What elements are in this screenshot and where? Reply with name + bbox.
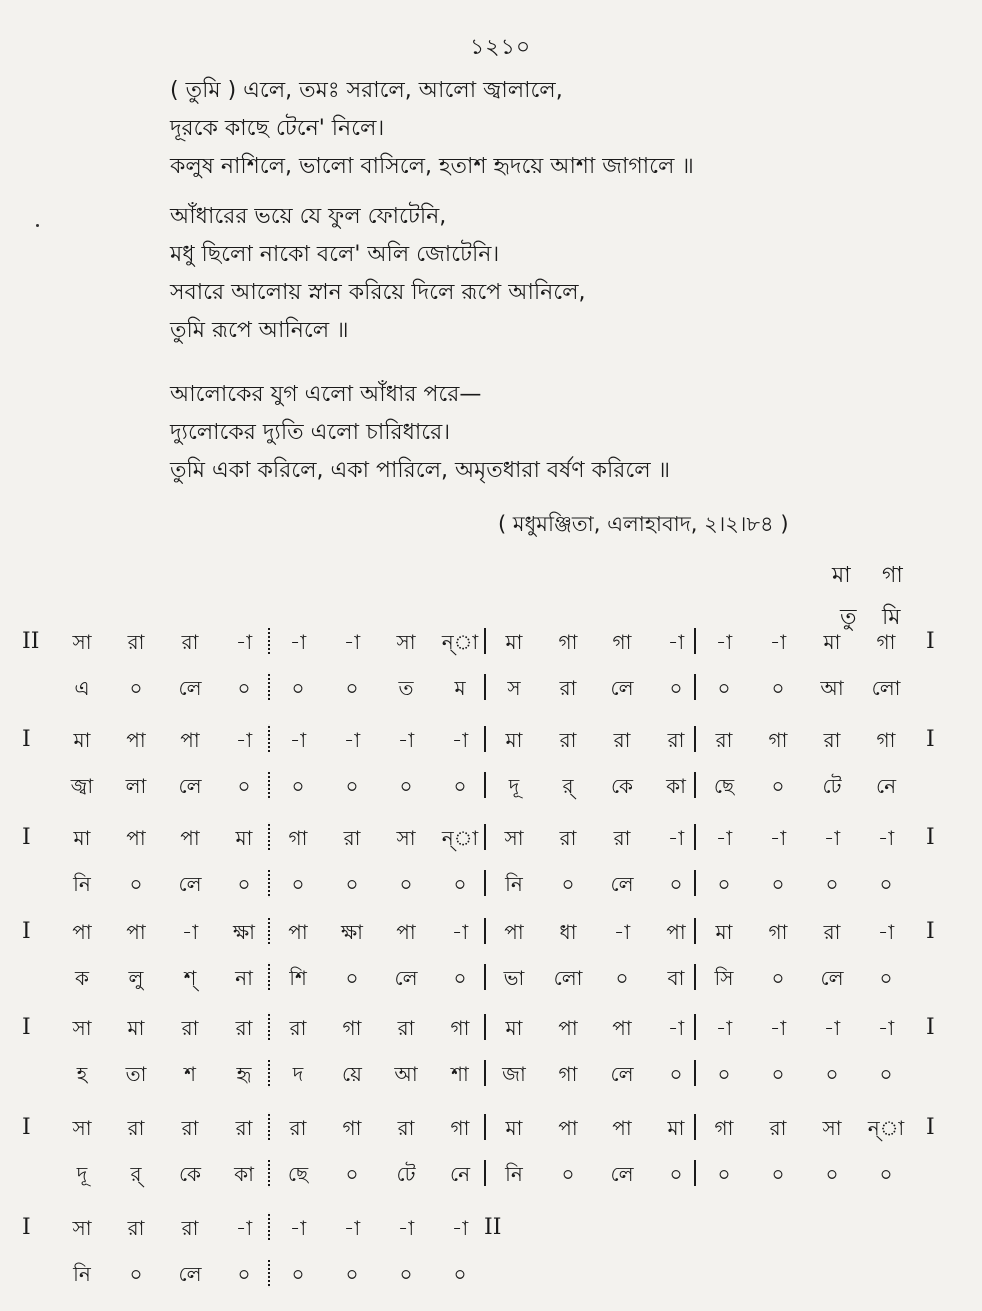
row-end-mark: I <box>926 629 935 654</box>
swara-note: গা <box>876 630 896 654</box>
swara-note: গা <box>450 1116 470 1140</box>
swara-note: গা <box>342 1016 362 1040</box>
lyric-syllable: শ্ <box>183 966 197 990</box>
lyric-syllable: লো <box>553 966 583 990</box>
lyric-syllable: ০ <box>879 872 893 896</box>
lyric-syllable: ০ <box>717 1062 731 1086</box>
lyric-syllable: ০ <box>453 872 467 896</box>
swara-note: ন্‌া <box>441 630 479 654</box>
swara-note: -া <box>769 826 787 850</box>
lyric-syllable: টে <box>822 774 842 798</box>
lyric-syllable: ০ <box>399 774 413 798</box>
lyric-syllable: লে <box>610 676 634 700</box>
row-start-mark: I <box>22 825 31 850</box>
measure-bar <box>694 918 696 944</box>
swara-note: -া <box>823 1016 841 1040</box>
lyric-syllable: ০ <box>771 676 785 700</box>
lyric-syllable: নে <box>449 1162 471 1186</box>
lyric-syllable: এ <box>74 676 90 700</box>
swara-note: রা <box>823 920 841 944</box>
lyric-syllable: ০ <box>825 1162 839 1186</box>
lyric-syllable: লা <box>125 774 147 798</box>
swara-note: পা <box>612 1116 632 1140</box>
swara-note: -া <box>769 630 787 654</box>
swara-note: গা <box>768 728 788 752</box>
swara-note: মা <box>235 826 253 850</box>
swara-note: গা <box>342 1116 362 1140</box>
row-start-mark: I <box>22 727 31 752</box>
swara-note: সা <box>396 826 416 850</box>
swara-note: মা <box>127 1016 145 1040</box>
swara-note: মা <box>73 728 91 752</box>
swara-note: পা <box>558 1016 578 1040</box>
measure-bar <box>694 772 696 798</box>
swara-note: মা <box>667 1116 685 1140</box>
measure-bar <box>694 726 696 752</box>
lyric-syllable: হৃ <box>236 1062 252 1086</box>
swara-note: রা <box>181 1016 199 1040</box>
swara-note: পা <box>126 728 146 752</box>
measure-bar <box>268 674 270 700</box>
swara-note: -া <box>397 728 415 752</box>
lyric-line: দূরকে কাছে টেনে' নিলে। <box>170 116 385 141</box>
lyric-syllable: র্ <box>562 774 574 798</box>
swara-note: পা <box>126 826 146 850</box>
measure-bar <box>484 1114 486 1140</box>
lyric-line: মধু ছিলো নাকো বলে' অলি জোটেনি। <box>170 242 500 267</box>
row-start-mark: I <box>22 1115 31 1140</box>
swara-note: রা <box>127 1116 145 1140</box>
swara-note: রা <box>613 826 631 850</box>
measure-bar <box>268 870 270 896</box>
lyric-syllable: নি <box>73 872 91 896</box>
swara-note: গা <box>558 630 578 654</box>
swara-note: -া <box>343 728 361 752</box>
row-start-mark: I <box>22 1015 31 1040</box>
lyric-syllable: লে <box>178 676 202 700</box>
swara-note: -া <box>823 826 841 850</box>
lyric-syllable: ০ <box>771 966 785 990</box>
swara-note: পা <box>666 920 686 944</box>
lyric-syllable: ক <box>75 966 89 990</box>
swara-note: রা <box>559 826 577 850</box>
lyric-syllable: ০ <box>345 872 359 896</box>
lyric-syllable: ০ <box>825 872 839 896</box>
swara-note: গা <box>876 728 896 752</box>
swara-note: রা <box>181 1216 199 1240</box>
swara-note: মা <box>73 826 91 850</box>
lyric-syllable: ০ <box>561 872 575 896</box>
lyric-syllable: লে <box>178 774 202 798</box>
row-end-mark: I <box>926 825 935 850</box>
notation-lyric-row <box>0 668 982 708</box>
swara-note: রা <box>127 630 145 654</box>
measure-bar <box>694 1160 696 1186</box>
measure-bar <box>268 964 270 990</box>
swara-note: পা <box>288 920 308 944</box>
measure-bar <box>484 824 486 850</box>
lyric-syllable: ছে <box>713 774 735 798</box>
swara-note: রা <box>181 630 199 654</box>
measure-bar <box>694 1014 696 1040</box>
lyric-line: আঁধারের ভয়ে যে ফুল ফোটেনি, <box>170 204 447 229</box>
lyric-syllable: ০ <box>771 872 785 896</box>
swara-note: -া <box>235 630 253 654</box>
swara-note: রা <box>715 728 733 752</box>
swara-note: পা <box>396 920 416 944</box>
notation-lyric-row <box>0 1254 982 1294</box>
swara-note: -া <box>877 826 895 850</box>
lyric-syllable: সি <box>714 966 734 990</box>
lyric-syllable: না <box>235 966 253 990</box>
swara-note: রা <box>769 1116 787 1140</box>
swara-note: পা <box>126 920 146 944</box>
measure-bar <box>268 628 270 654</box>
measure-bar <box>694 870 696 896</box>
measure-bar <box>484 1014 486 1040</box>
lyric-line: আলোকের যুগ এলো আঁধার পরে— <box>170 382 482 407</box>
swara-note: -া <box>715 1016 733 1040</box>
swara-note: -া <box>235 728 253 752</box>
lyric-line: তুমি একা করিলে, একা পারিলে, অমৃতধারা বর্ষণ করিলে ॥ <box>170 458 671 483</box>
lyric-syllable: ০ <box>453 966 467 990</box>
swara-note: রা <box>559 728 577 752</box>
measure-bar <box>484 964 486 990</box>
row-end-mark: II <box>484 1215 502 1240</box>
swara-note: গা <box>450 1016 470 1040</box>
lyric-syllable: নি <box>505 1162 523 1186</box>
lyric-syllable: লে <box>820 966 844 990</box>
swara-note: -া <box>181 920 199 944</box>
swara-note: মা <box>505 728 523 752</box>
lyric-syllable: নে <box>875 774 897 798</box>
swara-note: ন্‌া <box>867 1116 905 1140</box>
lyric-syllable: ০ <box>291 1262 305 1286</box>
swara-note: সা <box>396 630 416 654</box>
swara-note: রা <box>823 728 841 752</box>
measure-bar <box>694 1060 696 1086</box>
lyric-syllable: ০ <box>237 676 251 700</box>
lead-in-note: মা <box>832 563 851 588</box>
swara-note: -া <box>451 728 469 752</box>
lyric-syllable: ০ <box>879 1062 893 1086</box>
swara-note: -া <box>877 1016 895 1040</box>
lyric-syllable: ত <box>398 676 414 700</box>
row-start-mark: I <box>22 919 31 944</box>
swara-note: -া <box>343 1216 361 1240</box>
swara-note: রা <box>235 1016 253 1040</box>
lyric-syllable: লু <box>128 966 144 990</box>
measure-bar <box>694 824 696 850</box>
swara-note: সা <box>72 1116 92 1140</box>
swara-note: রা <box>343 826 361 850</box>
notation-lyric-row <box>0 766 982 806</box>
notation-swara-row <box>0 1208 982 1248</box>
row-end-mark: I <box>926 727 935 752</box>
source-citation: ( মধুমঞ্জিতা, এলাহাবাদ, ২।২।৮৪ ) <box>498 512 789 536</box>
lyric-syllable: ০ <box>717 872 731 896</box>
swara-note: রা <box>289 1016 307 1040</box>
swara-note: সা <box>504 826 524 850</box>
lyric-syllable: ০ <box>669 872 683 896</box>
lyric-syllable: রা <box>559 676 577 700</box>
swara-note: -া <box>769 1016 787 1040</box>
swara-note: -া <box>451 920 469 944</box>
swara-note: মা <box>505 1016 523 1040</box>
lyric-syllable: লে <box>610 1062 634 1086</box>
lyric-syllable: তা <box>125 1062 147 1086</box>
lyric-syllable: ০ <box>717 1162 731 1186</box>
stanza-1 <box>170 72 694 186</box>
lyric-syllable: ০ <box>771 774 785 798</box>
lyric-syllable: ০ <box>879 966 893 990</box>
lyric-syllable: লে <box>610 872 634 896</box>
lyric-syllable: আ <box>820 676 844 700</box>
row-end-mark: I <box>926 1115 935 1140</box>
lyric-syllable: জা <box>502 1062 526 1086</box>
notation-swara-row <box>0 1008 982 1048</box>
lyric-syllable: ছে <box>287 1162 309 1186</box>
swara-note: পা <box>72 920 92 944</box>
row-start-mark: II <box>22 629 40 654</box>
lyric-syllable: আ <box>394 1062 418 1086</box>
lyric-syllable: য়ে <box>342 1062 362 1086</box>
measure-bar <box>268 1160 270 1186</box>
stanza-3 <box>170 376 670 490</box>
lyric-syllable: গা <box>558 1062 578 1086</box>
swara-note: রা <box>397 1016 415 1040</box>
swara-note: মা <box>823 630 841 654</box>
swara-note: পা <box>558 1116 578 1140</box>
swara-note: মা <box>505 1116 523 1140</box>
measure-bar <box>484 628 486 654</box>
lead-in-note: গা <box>882 563 903 588</box>
lyric-syllable: ০ <box>453 774 467 798</box>
lead-in-word: তু <box>840 605 857 630</box>
swara-note: পা <box>504 920 524 944</box>
swara-note: গা <box>288 826 308 850</box>
lyric-syllable: ০ <box>717 676 731 700</box>
lyric-syllable: লে <box>610 1162 634 1186</box>
lyric-line: দ্যুলোকের দ্যুতি এলো চারিধারে। <box>170 420 451 445</box>
swara-note: রা <box>127 1216 145 1240</box>
measure-bar <box>484 918 486 944</box>
lyric-syllable: ০ <box>129 676 143 700</box>
measure-bar <box>268 918 270 944</box>
lyric-syllable: লে <box>178 872 202 896</box>
swara-note: পা <box>612 1016 632 1040</box>
lyric-syllable: শি <box>289 966 307 990</box>
lyric-line: ( তুমি ) এলে, তমঃ সরালে, আলো জ্বালালে, <box>170 78 563 103</box>
notation-swara-row <box>0 1108 982 1148</box>
lyric-syllable: ০ <box>345 676 359 700</box>
swara-note: -া <box>451 1216 469 1240</box>
lyric-syllable: ০ <box>129 872 143 896</box>
lyric-syllable: ০ <box>291 774 305 798</box>
lyric-syllable: ০ <box>291 872 305 896</box>
measure-bar <box>268 1060 270 1086</box>
stanza-2 <box>170 198 586 350</box>
lyric-syllable: ০ <box>129 1262 143 1286</box>
measure-bar <box>268 772 270 798</box>
lyric-syllable: ০ <box>399 872 413 896</box>
notation-lyric-row <box>0 864 982 904</box>
lyric-syllable: ভা <box>503 966 525 990</box>
swara-note: রা <box>667 728 685 752</box>
swara-note: ক্ষা <box>340 920 363 944</box>
lyric-syllable: জ্বা <box>70 774 94 798</box>
lyric-syllable: নি <box>505 872 523 896</box>
row-end-mark: I <box>926 919 935 944</box>
swara-note: পা <box>180 728 200 752</box>
lyric-syllable: ০ <box>453 1262 467 1286</box>
lyric-syllable: কে <box>178 1162 202 1186</box>
swara-note: সা <box>72 1016 92 1040</box>
measure-bar <box>268 1014 270 1040</box>
lyric-line: সবারে আলোয় স্নান করিয়ে দিলে রূপে আনিলে, <box>170 280 586 305</box>
page-number: ১২১০ <box>470 35 532 60</box>
lyric-syllable: দূ <box>76 1162 88 1186</box>
lyric-syllable: দূ <box>508 774 520 798</box>
lyric-syllable: স <box>507 676 521 700</box>
swara-note: -া <box>613 920 631 944</box>
swara-note: সা <box>72 630 92 654</box>
lyric-line: কলুষ নাশিলে, ভালো বাসিলে, হতাশ হৃদয়ে আশা জাগালে ॥ <box>170 154 694 179</box>
lyric-syllable: ০ <box>237 774 251 798</box>
lyric-syllable: ০ <box>669 1062 683 1086</box>
measure-bar <box>484 1160 486 1186</box>
lyric-syllable: ০ <box>345 966 359 990</box>
lyric-syllable: ০ <box>669 1162 683 1186</box>
lyric-syllable: র্ <box>130 1162 142 1186</box>
lyric-syllable: ০ <box>879 1162 893 1186</box>
lyric-syllable: হ <box>76 1062 88 1086</box>
lyric-syllable: ০ <box>237 872 251 896</box>
swara-note: সা <box>822 1116 842 1140</box>
lyric-syllable: টে <box>396 1162 416 1186</box>
measure-bar <box>484 726 486 752</box>
lyric-line: তুমি রূপে আনিলে ॥ <box>170 318 349 343</box>
swara-note: -া <box>667 826 685 850</box>
swara-note: -া <box>667 1016 685 1040</box>
lyric-syllable: লে <box>394 966 418 990</box>
notation-swara-row <box>0 720 982 760</box>
lyric-syllable: ০ <box>291 676 305 700</box>
swara-note: রা <box>397 1116 415 1140</box>
notation-swara-row <box>0 622 982 662</box>
swara-note: রা <box>289 1116 307 1140</box>
swara-note: ধা <box>559 920 577 944</box>
lyric-syllable: ম <box>454 676 466 700</box>
measure-bar <box>268 726 270 752</box>
measure-bar <box>694 674 696 700</box>
measure-bar <box>268 824 270 850</box>
swara-note: -া <box>289 630 307 654</box>
lyric-syllable: ০ <box>345 1162 359 1186</box>
lyric-syllable: ০ <box>771 1062 785 1086</box>
lyric-syllable: বা <box>667 966 685 990</box>
swara-note: -া <box>235 1216 253 1240</box>
row-start-mark: I <box>22 1215 31 1240</box>
swara-note: -া <box>877 920 895 944</box>
lyric-syllable: ০ <box>669 676 683 700</box>
swara-note: -া <box>715 630 733 654</box>
swara-note: গা <box>612 630 632 654</box>
swara-note: ন্‌া <box>441 826 479 850</box>
lyric-syllable: কা <box>234 1162 254 1186</box>
lyric-syllable: ০ <box>237 1262 251 1286</box>
lead-in-word: মি <box>882 605 901 630</box>
measure-bar <box>694 964 696 990</box>
lyric-syllable: কে <box>610 774 634 798</box>
notation-lyric-row <box>0 1154 982 1194</box>
swara-note: -া <box>715 826 733 850</box>
measure-bar <box>268 1260 270 1286</box>
notation-swara-row <box>0 912 982 952</box>
row-end-mark: I <box>926 1015 935 1040</box>
swara-note: মা <box>715 920 733 944</box>
lyric-syllable: ০ <box>345 774 359 798</box>
lyric-syllable: লে <box>178 1262 202 1286</box>
swara-note: -া <box>289 728 307 752</box>
swara-note: রা <box>235 1116 253 1140</box>
notation-lyric-row <box>0 1054 982 1094</box>
swara-note: রা <box>613 728 631 752</box>
swara-note: গা <box>714 1116 734 1140</box>
swara-note: পা <box>180 826 200 850</box>
measure-bar <box>484 772 486 798</box>
measure-bar <box>484 1060 486 1086</box>
lyric-syllable: লো <box>871 676 901 700</box>
lyric-syllable: ০ <box>615 966 629 990</box>
lyric-syllable: শা <box>451 1062 469 1086</box>
swara-note: মা <box>505 630 523 654</box>
lyric-syllable: ০ <box>771 1162 785 1186</box>
notation-swara-row <box>0 818 982 858</box>
measure-bar <box>268 1114 270 1140</box>
swara-note: ক্ষা <box>232 920 255 944</box>
swara-note: -া <box>289 1216 307 1240</box>
measure-bar <box>694 1114 696 1140</box>
measure-bar <box>484 870 486 896</box>
lyric-syllable: ০ <box>561 1162 575 1186</box>
measure-bar <box>268 1214 270 1240</box>
measure-bar <box>694 628 696 654</box>
lyric-syllable: শ <box>184 1062 196 1086</box>
lyric-syllable: নি <box>73 1262 91 1286</box>
lyric-syllable: কা <box>666 774 686 798</box>
lyric-syllable: দ <box>292 1062 304 1086</box>
swara-note: রা <box>181 1116 199 1140</box>
lyric-syllable: ০ <box>345 1262 359 1286</box>
swara-note: গা <box>768 920 788 944</box>
lyric-syllable: ০ <box>399 1262 413 1286</box>
swara-note: -া <box>397 1216 415 1240</box>
swara-note: সা <box>72 1216 92 1240</box>
print-speck <box>36 224 39 227</box>
notation-lyric-row <box>0 958 982 998</box>
measure-bar <box>484 674 486 700</box>
swara-note: -া <box>343 630 361 654</box>
swara-note: -া <box>667 630 685 654</box>
lyric-syllable: ০ <box>825 1062 839 1086</box>
